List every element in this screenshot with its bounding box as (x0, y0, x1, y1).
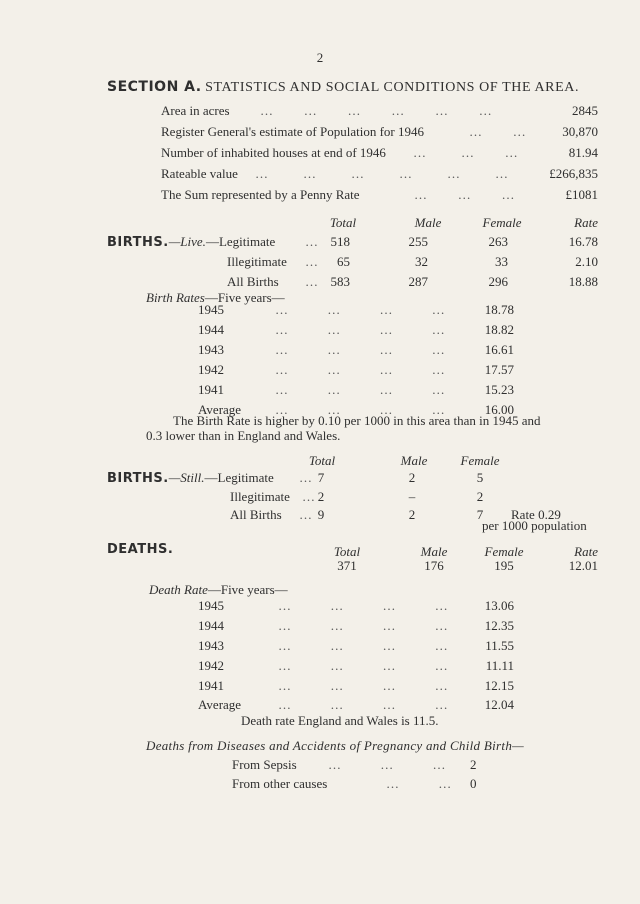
year-label: 1944 (198, 618, 224, 633)
births-still-label: BIRTHS. (107, 471, 169, 486)
leader-dots: … (305, 234, 319, 249)
cell-female: 33 (495, 254, 508, 269)
year-label: 1942 (198, 362, 224, 377)
birth-note-line2: 0.3 lower than in England and Wales. (146, 428, 341, 443)
col-female: Female (460, 453, 500, 468)
col-male: Male (400, 453, 428, 468)
area-value: 30,870 (562, 124, 598, 139)
birth-rates-heading-rest: —Five years— (204, 290, 285, 305)
leader-dots: … … … … … … (260, 103, 493, 118)
col-female: Female (484, 544, 524, 559)
cell-male: 176 (424, 558, 444, 573)
year-label: Average (198, 402, 242, 417)
year-label: 1944 (198, 322, 224, 337)
pregnancy-heading: Deaths from Diseases and Accidents of Pregnancy and Child Birth— (146, 738, 524, 753)
leader-dots: … … … (414, 187, 516, 202)
cell-total: 9 (317, 507, 325, 522)
rate-value: 11.55 (485, 638, 514, 653)
cell-rate: 16.78 (568, 234, 598, 249)
leader-dots: … … … … (275, 322, 446, 337)
leader-dots: … … … … (275, 342, 446, 357)
cell-total: 2 (317, 489, 325, 504)
death-rates-heading-italic: Death Rate (149, 582, 208, 597)
cell-total: 7 (317, 470, 325, 485)
area-value: 81.94 (568, 145, 598, 160)
rate-value: 12.15 (484, 678, 514, 693)
deaths-heading: DEATHS. (107, 542, 174, 557)
year-label: 1945 (198, 302, 224, 317)
area-label: Rateable value (161, 166, 238, 181)
section-label: SECTION A. (107, 79, 202, 95)
year-label: Average (198, 697, 242, 712)
area-label: Area in acres (161, 103, 230, 118)
row-label: From other causes (232, 776, 328, 791)
leader-dots: … … … (413, 145, 519, 160)
rate-value: 11.11 (485, 658, 514, 673)
cell-rate: 12.01 (568, 558, 598, 573)
leader-dots: … … … … (278, 618, 449, 633)
rate-value: 18.78 (484, 302, 514, 317)
col-male: Male (420, 544, 448, 559)
leader-dots: … … … … (278, 658, 449, 673)
page-number: 2 (316, 50, 324, 65)
area-value: 2845 (572, 103, 598, 118)
births-still-rest: —Legitimate (204, 470, 274, 485)
rate-value: 17.57 (484, 362, 514, 377)
cell-female: 5 (476, 470, 484, 485)
rate-value: 16.61 (484, 342, 514, 357)
leader-dots: … (305, 254, 319, 269)
col-male: Male (414, 215, 442, 230)
death-rates-heading-rest: —Five years— (207, 582, 288, 597)
cell-male: 32 (415, 254, 428, 269)
rate-value: 12.04 (484, 697, 514, 712)
count-value: 2 (470, 757, 477, 772)
leader-dots: … … (469, 124, 527, 139)
row-label: Illegitimate (227, 254, 287, 269)
cell-male: 255 (408, 234, 428, 249)
leader-dots: … (299, 470, 313, 485)
col-rate: Rate (574, 544, 598, 559)
row-label: Illegitimate (230, 489, 290, 504)
section-heading (107, 79, 579, 96)
rate-value: 15.23 (484, 382, 514, 397)
still-rate: Rate 0.29 (511, 507, 561, 522)
cell-total: 518 (330, 234, 350, 249)
col-total: Total (329, 215, 357, 230)
births-still-heading (107, 470, 274, 487)
rate-value: 13.06 (484, 598, 514, 613)
leader-dots: … (305, 274, 319, 289)
area-value: £266,835 (549, 166, 598, 181)
cell-rate: 18.88 (568, 274, 598, 289)
births-live-heading (107, 234, 275, 251)
birth-note-line1: The Birth Rate is higher by 0.10 per 1000 in this area than in 1945 and (173, 413, 541, 428)
col-total: Total (333, 544, 361, 559)
cell-female: 2 (476, 489, 484, 504)
cell-male: 287 (408, 274, 428, 289)
col-rate: Rate (574, 215, 598, 230)
leader-dots: … … … … (275, 402, 446, 417)
births-heading-rest: —Legitimate (205, 234, 276, 249)
year-label: 1945 (198, 598, 224, 613)
col-total: Total (308, 453, 336, 468)
year-label: 1943 (198, 342, 224, 357)
cell-total: 65 (337, 254, 350, 269)
births-still-italic: —Still. (168, 470, 205, 485)
area-value: £1081 (565, 187, 598, 202)
cell-female: 263 (488, 234, 508, 249)
leader-dots: … … … … … … (255, 166, 509, 181)
row-label: From Sepsis (232, 757, 297, 772)
cell-male: 2 (408, 507, 416, 522)
rate-value: 12.35 (484, 618, 514, 633)
col-female: Female (482, 215, 522, 230)
count-value: 0 (470, 776, 477, 791)
rate-value: 16.00 (484, 402, 514, 417)
leader-dots: … … (386, 776, 453, 791)
still-rate-unit: per 1000 population (482, 518, 587, 533)
row-label: All Births (227, 274, 279, 289)
leader-dots: … … … … (275, 362, 446, 377)
section-title: STATISTICS AND SOCIAL CONDITIONS OF THE AREA. (205, 80, 580, 95)
death-rate-note: Death rate England and Wales is 11.5. (241, 713, 439, 728)
cell-female: 195 (494, 558, 514, 573)
death-rates-heading (149, 582, 288, 598)
area-label: Number of inhabited houses at end of 1946 (161, 145, 386, 160)
row-label: All Births (230, 507, 282, 522)
year-label: 1942 (198, 658, 224, 673)
rate-value: 18.82 (484, 322, 514, 337)
area-label: The Sum represented by a Penny Rate (161, 187, 360, 202)
leader-dots: … … … … (278, 638, 449, 653)
births-heading-label: BIRTHS. (107, 235, 169, 250)
leader-dots: … … … … (278, 598, 449, 613)
leader-dots: … … … … (275, 302, 446, 317)
cell-total: 371 (337, 558, 357, 573)
leader-dots: … … … … (278, 678, 449, 693)
leader-dots: … … … … (275, 382, 446, 397)
cell-female: 7 (476, 507, 484, 522)
leader-dots: … (299, 507, 313, 522)
leader-dots: … … … (328, 757, 447, 772)
leader-dots: … … … … (278, 697, 449, 712)
cell-female: 296 (488, 274, 508, 289)
birth-rates-heading-italic: Birth Rates (146, 290, 205, 305)
year-label: 1941 (198, 382, 224, 397)
year-label: 1943 (198, 638, 224, 653)
leader-dots: … (302, 489, 316, 504)
cell-rate: 2.10 (575, 254, 598, 269)
cell-total: 583 (330, 274, 350, 289)
cell-male: 2 (408, 470, 416, 485)
cell-male: – (408, 489, 416, 504)
births-heading-italic: —Live. (168, 234, 206, 249)
year-label: 1941 (198, 678, 224, 693)
area-label: Register General's estimate of Population for 1946 (161, 124, 425, 139)
